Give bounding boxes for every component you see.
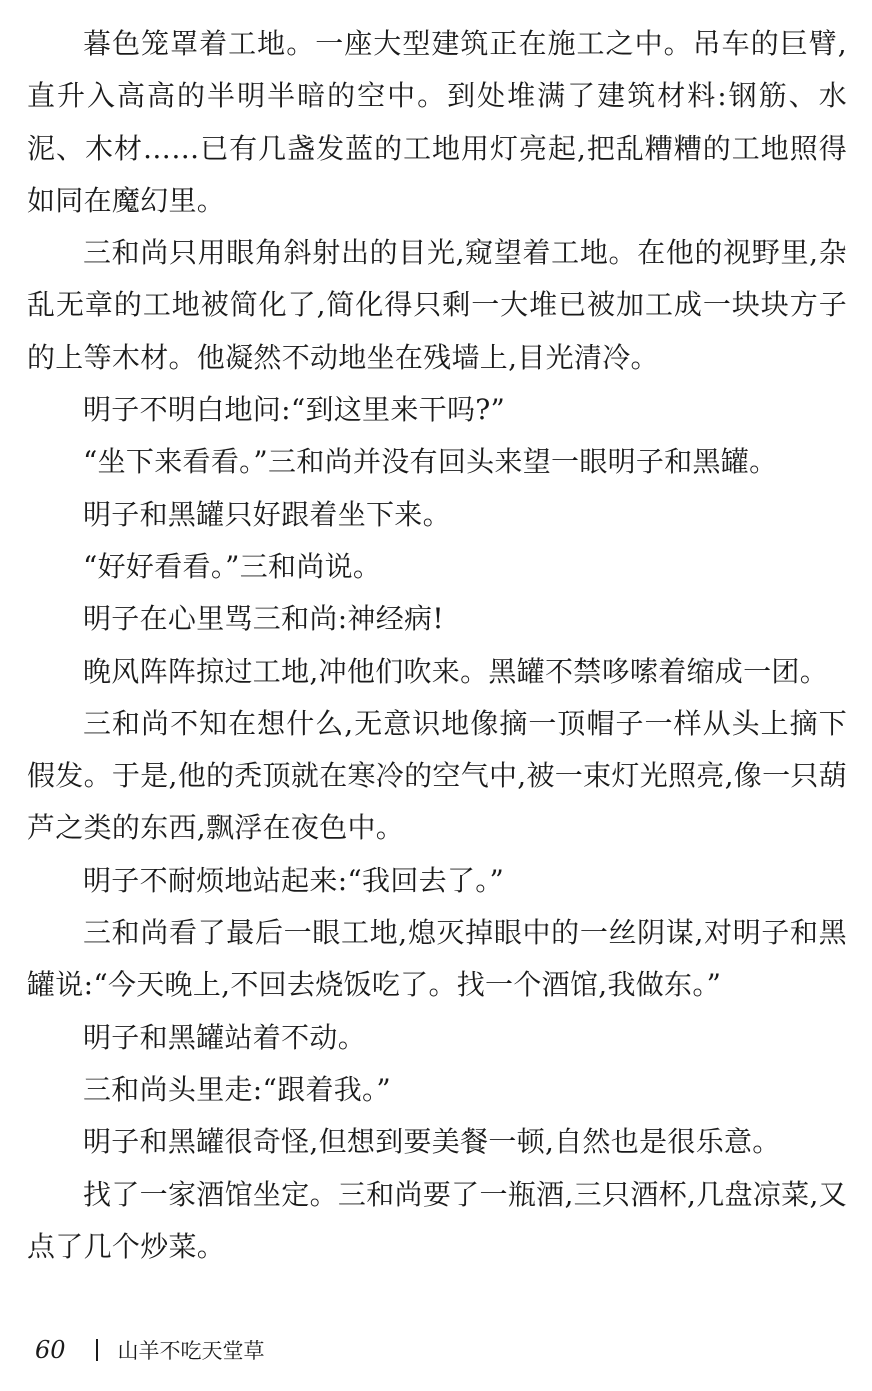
page-body [27, 18, 847, 1273]
paragraph: “好好看看。”三和尚说。 [83, 549, 382, 583]
page-footer [35, 1330, 265, 1370]
footer-divider [96, 1339, 98, 1361]
paragraph: 明子和黑罐很奇怪,但想到要美餐一顿,自然也是很乐意。 [83, 1125, 781, 1159]
paragraph: “坐下来看看。”三和尚并没有回头来望一眼明子和黑罐。 [83, 445, 778, 479]
paragraph: 明子不明白地问:“到这里来干吗?” [83, 393, 506, 427]
paragraph: 暮色笼罩着工地。一座大型建筑正在施工之中。吊车的巨臂,直升入高高的半明半暗的空中。到处堆满了建筑材料:钢筋、水泥、木材……已有几盏发蓝的工地用灯亮起,把乱糟糟的工地照得如同在魔幻里。 [27, 27, 847, 217]
paragraph: 三和尚不知在想什么,无意识地像摘一顶帽子一样从头上摘下假发。于是,他的秃顶就在寒冷的空气中,被一束灯光照亮,像一只葫芦之类的东西,飘浮在夜色中。 [27, 706, 848, 845]
paragraph: 三和尚看了最后一眼工地,熄灭掉眼中的一丝阴谋,对明子和黑罐说:“今天晚上,不回去烧饭吃了。找一个酒馆,我做东。” [27, 916, 847, 1002]
paragraph: 三和尚头里走:“跟着我。” [83, 1072, 391, 1106]
paragraph: 三和尚只用眼角斜射出的目光,窥望着工地。在他的视野里,杂乱无章的工地被简化了,简化得只剩一大堆已被加工成一块块方子的上等木材。他凝然不动地坐在残墙上,目光清冷。 [27, 236, 847, 374]
paragraph: 明子和黑罐站着不动。 [83, 1020, 367, 1054]
paragraph: 明子不耐烦地站起来:“我回去了。” [83, 863, 505, 897]
page-number: 60 [35, 1336, 66, 1364]
paragraph: 明子和黑罐只好跟着坐下来。 [83, 497, 451, 531]
paragraph: 找了一家酒馆坐定。三和尚要了一瓶酒,三只酒杯,几盘凉菜,又点了几个炒菜。 [27, 1177, 847, 1263]
paragraph: 晚风阵阵掠过工地,冲他们吹来。黑罐不禁哆嗦着缩成一团。 [83, 654, 829, 688]
paragraph: 明子在心里骂三和尚:神经病! [83, 602, 444, 636]
book-title: 山羊不吃天堂草 [117, 1339, 265, 1363]
